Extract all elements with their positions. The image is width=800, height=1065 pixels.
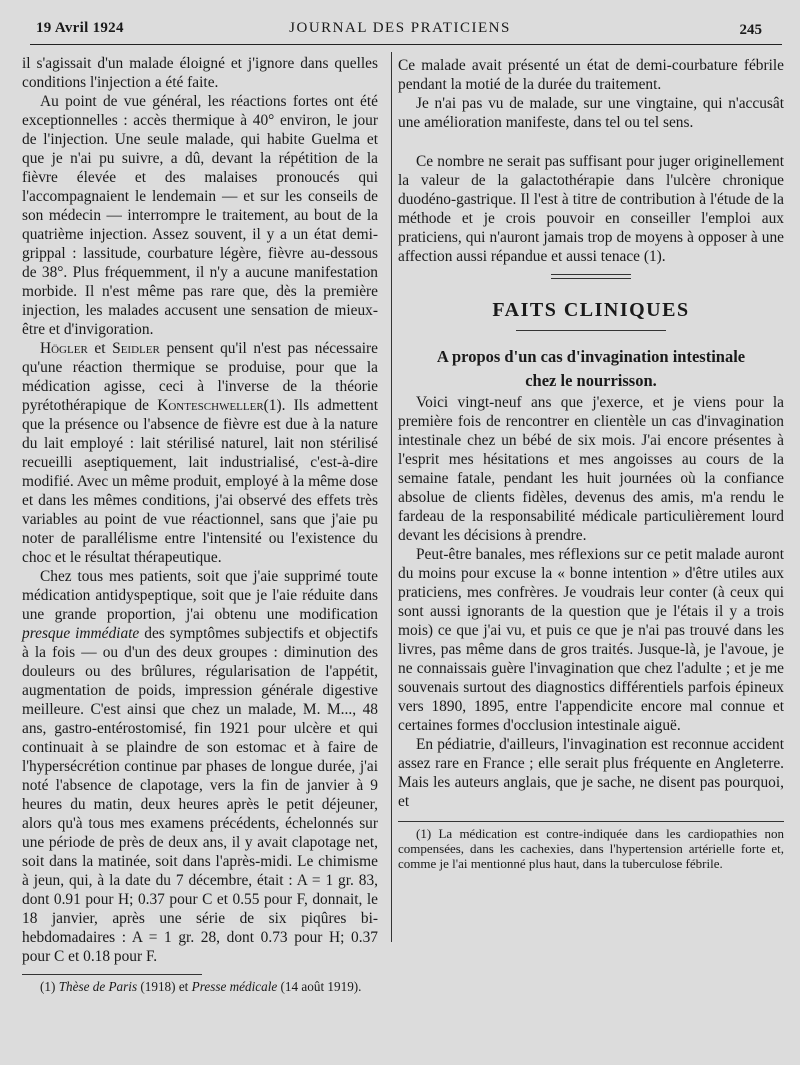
text-run: (1). Ils admettent que la présence ou l'absence de fièvre est due à la nature du lait employé : lait stérilisé naturel, lait non stérilisé recueilli aseptiquement, lait industrialisé, c'est-à-dire modifié. Avec un même produit, employé à la même dose et dans les mêmes conditions, j'ai observé des effets très variables au point de vue réactionnel, sans que j'aie pu noter de parallélisme entre l'intensité ou l'existence du choc et le résultat thérapeutique.	[22, 397, 378, 566]
footnote-marker: (1)	[40, 979, 59, 994]
text-run: et	[87, 340, 113, 357]
paragraph: Je n'ai pas vu de malade, sur une vingtaine, qui n'accusât une amélioration manifeste, dans tel ou tel sens.	[398, 95, 784, 131]
text-run: Chez tous mes patients, soit que j'aie supprimé toute médication antidyspeptique, soit que je l'aie réduite dans une grande proportion, j'ai obtenu une modification	[22, 568, 378, 623]
paragraph: En pédiatrie, d'ailleurs, l'invagination est reconnue accident assez rare en France ; elle serait plus fréquente en Angleterre. Mais les auteurs anglais, que je sache, ne disent pas pourquoi, et	[398, 736, 784, 810]
author-name: Konteschweller	[157, 397, 264, 414]
footnote	[22, 979, 378, 994]
header-rule	[30, 44, 782, 45]
paragraph	[22, 339, 378, 567]
page-number: 245	[739, 22, 762, 38]
text-run: (14 août 1919).	[277, 979, 362, 994]
section-title: FAITS CLINIQUES	[492, 299, 690, 321]
running-header	[30, 18, 770, 42]
author-name: Seidler	[112, 340, 160, 357]
issue-date: 19 Avril 1924	[36, 20, 124, 36]
journal-title: JOURNAL DES PRATICIENS	[289, 20, 511, 36]
article-title-line: A propos d'un cas d'invagination intestinale	[436, 347, 746, 366]
paragraph	[22, 567, 378, 966]
footnote-rule	[22, 974, 202, 975]
spacer	[398, 132, 784, 152]
right-column	[398, 56, 784, 871]
emphasis: Thèse de Paris	[58, 979, 138, 994]
title-rule	[516, 330, 666, 331]
paragraph: Au point de vue général, les réactions fortes ont été exceptionnelles : accès thermique à 40° environ, le jour de l'injection. Une seule malade, qui habite Guelma et que je n'ai pu suivre, a dû, devant la répétition de la fièvre élevée et des malaises pronoucés qui l'accompagnaient le lendemain — et sur les conseils de son médecin — interrompre le traitement, au bout de la quatrième injection. Assez souvent, il y a un état demi-grippal : lassitude, courbature légère, fièvre au-dessous de 38°. Plus fréquemment, il n'y a aucune manifestation morbide. Il n'est même pas rare que, dès la première injection, les malades accusent une sensation de mieux-être et d'invigoration.	[22, 93, 378, 338]
paragraph: Ce nombre ne serait pas suffisant pour juger originellement la valeur de la galactothérapie dans l'ulcère chronique duodéno-gastrique. Il l'est à titre de contribution à l'étude de la méthode et je crois pouvoir en conseiller l'emploi aux praticiens, qui n'auront jamais trop de moyens à opposer à une affection aussi répandue et aussi tenace (1).	[398, 153, 784, 265]
author-name: Högler	[40, 340, 88, 357]
left-column	[22, 54, 378, 994]
text-run: pensent qu'il n'est pas nécessaire qu'une réaction thermique se produise, pour que la médication agisse, ceci à l'inverse de la théorie pyrétothérapique de	[22, 340, 379, 414]
paragraph: Peut-être banales, mes réflexions sur ce petit malade auront du moins pour excuse la « bonne intention » d'être utiles aux praticiens, mes confrères. Je voudrais leur conter (à ceux qui sont aussi ignorants de la question que je l'étais il y a trois mois) ce que j'ai vu, et puis ce que je n'ai pas trouvé dans les livres, pas même dans de gros traités. Jusque-là, je l'avoue, je ne connaissais guère l'invagination que chez l'adulte ; et je me souvenais surtout des diagnostics différentiels parfois épineux vers 1890, 1895, entre l'appendicite encore mal connue et certaines formes d'occlusion intestinale aiguë.	[398, 546, 784, 734]
column-divider	[391, 52, 392, 942]
section-separator	[551, 274, 631, 279]
emphasis: Presse médicale	[191, 979, 278, 994]
article-title-line: chez le nourrisson.	[525, 371, 657, 390]
paragraph: il s'agissait d'un malade éloigné et j'ignore dans quelles conditions l'injection a été faite.	[22, 55, 378, 91]
emphasis: presque immédiate	[22, 625, 140, 642]
paragraph: Voici vingt-neuf ans que j'exerce, et je viens pour la première fois de rencontrer en clientèle un cas d'invagination intestinale chez un bébé de six mois. J'ai encore présentes à l'esprit mes hésitations et mes angoisses au cours de la semaine fatale, pendant les huit journées où la confiance absolue de clients fidèles, devenus des amis, m'a rendu le fardeau de la responsabilité médicale particulièrement lourd devant les décisions à prendre.	[398, 394, 784, 544]
text-run: des symptômes subjectifs et objectifs à la fois — ou d'un des deux groupes : diminution des douleurs ou des brûlures, régularisation de l'appétit, augmentation de poids, impression générale digestive meilleure. C'est ainsi que chez un malade, M. M..., 48 ans, gastro-entérostomisé, fin 1921 pour ulcère et qui continuait à se plaindre de son estomac et à faire de l'hypersécrétion continue par phases de longue durée, j'ai noté l'absence de clapotage, vers la fin de janvier à 9 heures du matin, deux heures après le petit déjeuner, alors qu'à tous mes examens précédents, échelonnés sur une période de près de deux ans, il y avait clapotage net, soit dans la matinée, soit dans l'après-midi. Le chimisme à jeun, qui, à la date du 7 décembre, était : A = 1 gr. 83, dont 0.91 pour H; 0.37 pour C et 0.55 pour F, donnait, le 18 janvier, après une série de six piqûres bi-hebdomadaires : A = 1 gr. 28, dont 0.73 pour H; 0.37 pour C et 0.18 pour F.	[22, 625, 378, 965]
footnote: (1) La médication est contre-indiquée dans les cardiopathies non compensées, dans les cachexies, dans l'hypertension artérielle forte et, comme je l'ai mentionné plus haut, dans la tuberculose fébrile.	[398, 826, 784, 871]
paragraph: Ce malade avait présenté un état de demi-courbature fébrile pendant la motié de la durée du traitement.	[398, 57, 784, 93]
footnote-rule	[398, 821, 784, 822]
article-title	[398, 345, 784, 393]
text-run: (1918) et	[137, 979, 192, 994]
